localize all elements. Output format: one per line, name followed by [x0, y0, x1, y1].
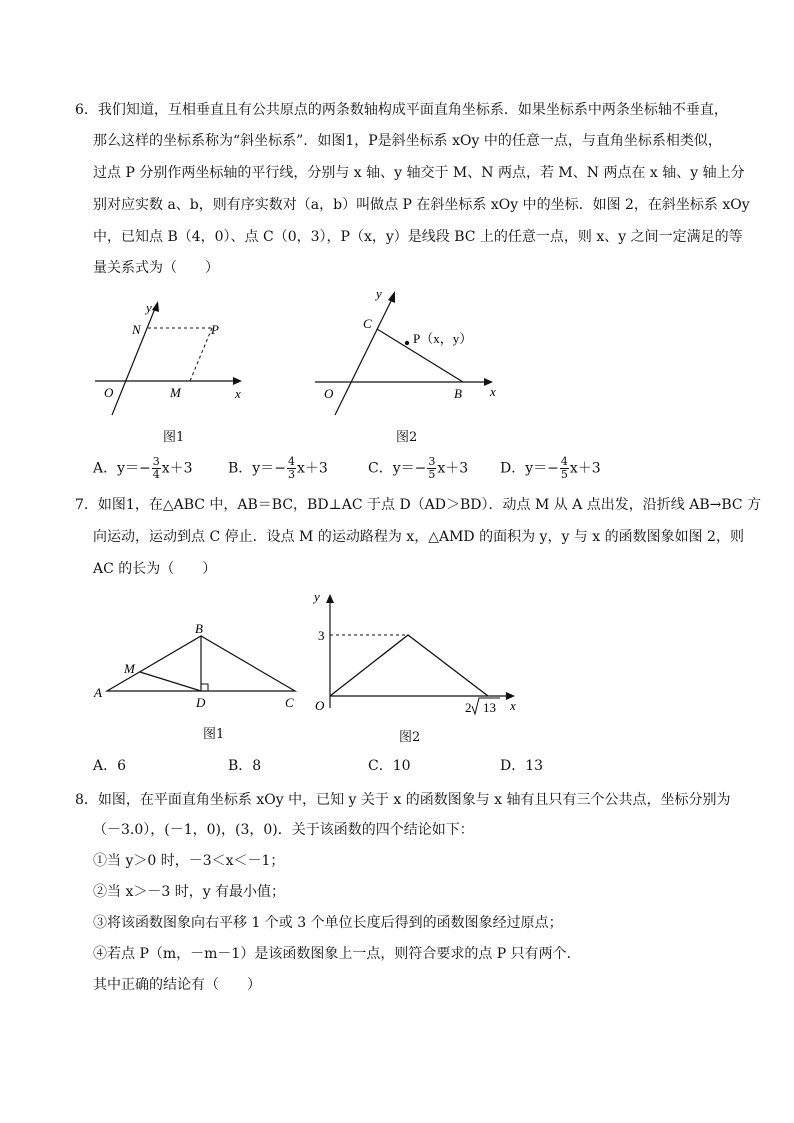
- segment-md: [140, 672, 201, 691]
- right-angle-mark: [201, 684, 208, 691]
- label-y: y: [376, 286, 382, 301]
- fraction-numerator: 4: [287, 455, 295, 468]
- q8-conclusion-4: ④若点 P（m，－m－1）是该函数图象上一点，则符合要求的点 P 只有两个．: [93, 946, 581, 962]
- q7-option-a[interactable]: A．6: [93, 758, 127, 774]
- y-axis-arrow-icon: [388, 291, 395, 303]
- option-sign: −: [274, 460, 286, 477]
- label-x: x: [490, 384, 496, 399]
- label-3: 3: [318, 628, 325, 643]
- label-o: O: [315, 698, 325, 713]
- q6-fig2-caption: 图2: [396, 430, 418, 445]
- option-fraction: [152, 456, 161, 481]
- q6-option-c[interactable]: [368, 456, 468, 481]
- q8-conclusion-2: ②当 x＞－3 时，y 有最小值；: [93, 884, 286, 900]
- fraction-numerator: 4: [560, 455, 568, 468]
- y-axis-arrow-icon: [326, 594, 334, 603]
- q6-figure-2: [310, 285, 510, 420]
- q6-option-b[interactable]: [228, 456, 328, 481]
- label-o: O: [324, 386, 334, 401]
- fraction-denominator: 5: [428, 468, 436, 481]
- q6-line-3: 过点 P 分别作两坐标轴的平行线，分别与 x 轴、y 轴交于 M、N 两点，若 M、N 两点在 x 轴、y 轴上分: [93, 165, 745, 181]
- fraction-numerator: 3: [428, 455, 436, 468]
- fraction-denominator: 5: [560, 468, 568, 481]
- label-y: y: [146, 300, 152, 315]
- q8-conclusion-3: ③将该函数图象向右平移 1 个或 3 个单位长度后得到的函数图象经过原点；: [93, 915, 563, 931]
- option-fraction: [560, 456, 569, 481]
- option-sign: −: [547, 460, 559, 477]
- option-sign: −: [414, 460, 427, 477]
- q7-option-c[interactable]: C．10: [368, 758, 411, 774]
- option-tail: x＋3: [569, 460, 601, 477]
- option-tail: x＋3: [161, 460, 193, 477]
- q8-line-1: 8．如图，在平面直角坐标系 xOy 中，已知 y 关于 x 的函数图象与 x 轴有且只有三个公共点，坐标分别为: [75, 792, 731, 808]
- q7-option-d[interactable]: D．13: [500, 758, 544, 774]
- option-fraction: [287, 456, 296, 481]
- q7-line-1: 7．如图1，在△ABC 中，AB＝BC，BD⊥AC 于点 D（AD＞BD）．动点 M 从 A 点出发，沿折线 AB→BC 方: [75, 497, 762, 513]
- option-letter: D．y＝: [500, 460, 548, 477]
- label-m: M: [170, 385, 181, 400]
- fraction-denominator: 3: [287, 468, 295, 481]
- x-axis-arrow-icon: [233, 377, 242, 385]
- y-axis: [335, 297, 393, 415]
- label-p: P: [211, 322, 219, 337]
- q6-line-5: 中，已知点 B（4，0）、点 C（0，3），P（x，y）是线段 BC 上的任意一点，则 x、y 之间一定满足的等: [93, 229, 743, 245]
- y-axis-arrow-icon: [152, 301, 159, 312]
- label-x: x: [235, 386, 241, 401]
- option-tail: x＋3: [296, 460, 328, 477]
- q6-option-d[interactable]: [500, 456, 601, 481]
- q7-figure-1: [90, 618, 305, 713]
- function-graph: [330, 635, 488, 696]
- label-13: 13: [483, 700, 496, 715]
- fraction-numerator: 3: [152, 455, 160, 468]
- fraction-denominator: 4: [152, 468, 160, 481]
- label-a: A: [94, 685, 102, 700]
- q8-conclusion-1: ①当 y＞0 时，－3＜x＜－1；: [93, 853, 285, 869]
- label-o: O: [104, 385, 114, 400]
- option-letter: C．y＝: [368, 460, 415, 477]
- q6-line-4: 别对应实数 a、b，则有序实数对（a，b）叫做点 P 在斜坐标系 xOy 中的坐标．如图 2，在斜坐标系 xOy: [93, 197, 750, 213]
- label-c: C: [363, 316, 372, 331]
- label-p-xy: P（x，y）: [413, 331, 473, 346]
- option-tail: x＋3: [437, 460, 469, 477]
- label-x: x: [510, 698, 516, 713]
- q6-line-1: 6．我们知道，互相垂直且有公共原点的两条数轴构成平面直角坐标系．如果坐标系中两条坐标轴不垂直，: [75, 102, 728, 118]
- q6-line-2: 那么这样的坐标系称为“斜坐标系”．如图1，P是斜坐标系 xOy 中的任意一点，与直角坐标系相类似，: [93, 133, 722, 149]
- q7-fig2-caption: 图2: [399, 730, 421, 745]
- q7-figure-2: [310, 588, 525, 723]
- label-b: B: [454, 386, 462, 401]
- q7-fig1-caption: 图1: [203, 727, 225, 742]
- label-2: 2: [465, 700, 472, 715]
- q6-fig1-caption: 图1: [163, 430, 185, 445]
- q6-option-a[interactable]: [93, 456, 193, 481]
- label-y: y: [314, 589, 320, 604]
- q8-line-2: （－3.0），(－1，0)，(3，0)．关于该函数的四个结论如下：: [93, 822, 474, 838]
- point-p: [405, 341, 409, 345]
- label-d: D: [196, 695, 206, 710]
- q6-figure-1: [90, 290, 250, 420]
- q7-option-b[interactable]: B．8: [228, 758, 262, 774]
- label-m: M: [124, 661, 135, 676]
- dashed-pm: [190, 328, 212, 381]
- label-n: N: [132, 322, 141, 337]
- option-sign: −: [139, 460, 151, 477]
- option-fraction: [427, 456, 436, 481]
- q8-line-last: 其中正确的结论有（ ）: [93, 977, 261, 993]
- label-c: C: [285, 695, 294, 710]
- option-letter: A．y＝: [93, 460, 140, 477]
- q7-line-2: 向运动，运动到点 C 停止．设点 M 的运动路程为 x，△AMD 的面积为 y，y 与 x 的函数图象如图 2，则: [93, 529, 744, 545]
- option-letter: B．y＝: [228, 460, 275, 477]
- label-b: B: [195, 621, 203, 636]
- q6-line-6: 量关系式为（ ）: [93, 260, 219, 276]
- q7-line-3: AC 的长为（ ）: [93, 561, 217, 577]
